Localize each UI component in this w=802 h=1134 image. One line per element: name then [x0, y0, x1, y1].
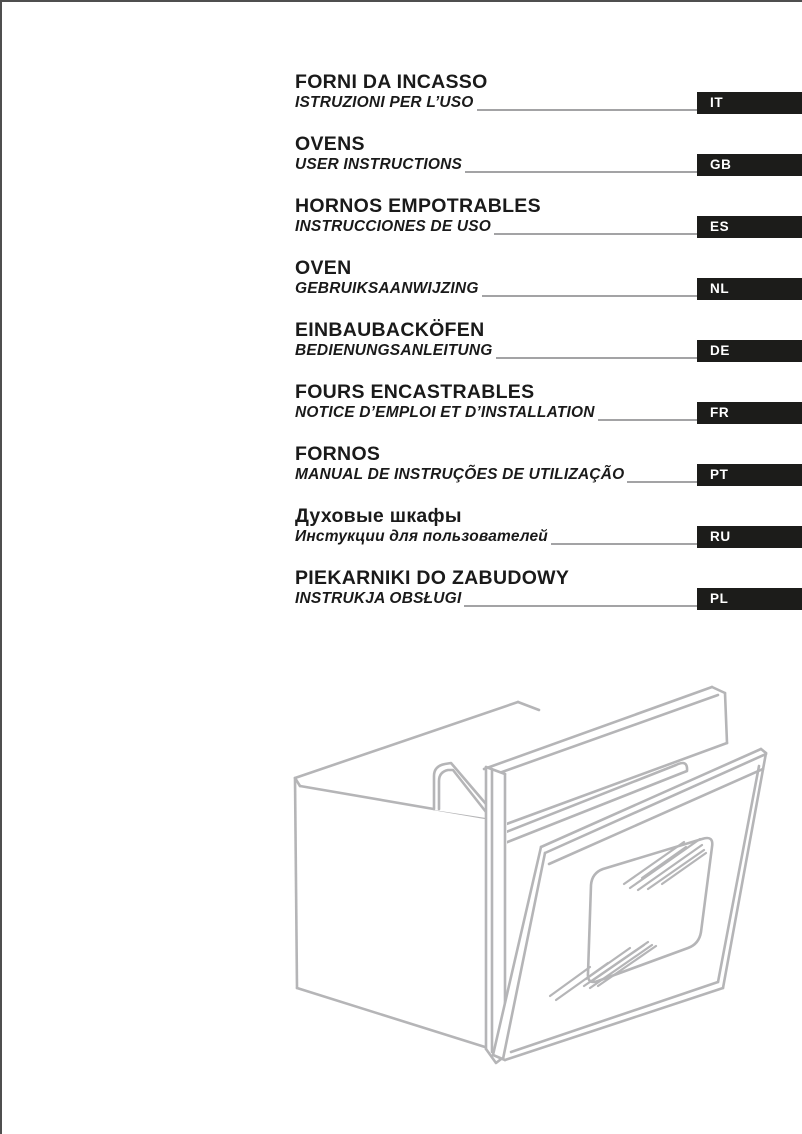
language-badge: PT — [697, 464, 802, 486]
underline-rule — [494, 233, 697, 235]
language-subtitle: INSTRUKJA OBSŁUGI — [295, 590, 462, 607]
language-title: EINBAUBACKÖFEN — [295, 319, 485, 341]
underline-rule — [551, 543, 697, 545]
underline-rule — [598, 419, 697, 421]
language-badge: ES — [697, 216, 802, 238]
language-subtitle: NOTICE D’EMPLOI ET D’INSTALLATION — [295, 404, 595, 421]
language-section — [295, 382, 802, 422]
language-subtitle: INSTRUCCIONES DE USO — [295, 218, 492, 235]
language-title: OVENS — [295, 133, 365, 155]
language-title: FORNI DA INCASSO — [295, 71, 488, 93]
language-section — [295, 134, 802, 174]
language-section — [295, 196, 802, 236]
language-section — [295, 320, 802, 360]
language-badge: NL — [697, 278, 802, 300]
subtitle-row — [295, 589, 802, 608]
underline-rule — [465, 171, 697, 173]
underline-rule — [627, 481, 697, 483]
underline-rule — [464, 605, 697, 607]
language-subtitle: GEBRUIKSAANWIJZING — [295, 280, 479, 297]
language-title: FORNOS — [295, 443, 381, 465]
underline-rule — [482, 295, 697, 297]
underline-rule — [477, 109, 697, 111]
language-subtitle: Инстукции для пользователей — [295, 528, 548, 545]
subtitle-row — [295, 217, 802, 236]
language-section — [295, 506, 802, 546]
language-section — [295, 444, 802, 484]
language-section — [295, 568, 802, 608]
language-title: HORNOS EMPOTRABLES — [295, 195, 541, 217]
language-section — [295, 258, 802, 298]
language-sections — [295, 72, 802, 630]
language-badge: PL — [697, 588, 802, 610]
subtitle-row — [295, 527, 802, 546]
subtitle-row — [295, 341, 802, 360]
language-badge: RU — [697, 526, 802, 548]
subtitle-row — [295, 279, 802, 298]
language-badge: DE — [697, 340, 802, 362]
language-subtitle: BEDIENUNGSANLEITUNG — [295, 342, 493, 359]
language-subtitle: MANUAL DE INSTRUÇÕES DE UTILIZAÇÃO — [295, 466, 625, 483]
subtitle-row — [295, 155, 802, 174]
language-title: PIEKARNIKI DO ZABUDOWY — [295, 567, 570, 589]
oven-illustration — [272, 670, 792, 1090]
language-subtitle: USER INSTRUCTIONS — [295, 156, 463, 173]
subtitle-row — [295, 465, 802, 484]
language-title: OVEN — [295, 257, 352, 279]
language-badge: GB — [697, 154, 802, 176]
language-badge: IT — [697, 92, 802, 114]
underline-rule — [496, 357, 697, 359]
language-section — [295, 72, 802, 112]
language-subtitle: ISTRUZIONI PER L’USO — [295, 94, 474, 111]
language-title: Духовые шкафы — [295, 505, 462, 527]
language-badge: FR — [697, 402, 802, 424]
subtitle-row — [295, 403, 802, 422]
language-title: FOURS ENCASTRABLES — [295, 381, 535, 403]
subtitle-row — [295, 93, 802, 112]
